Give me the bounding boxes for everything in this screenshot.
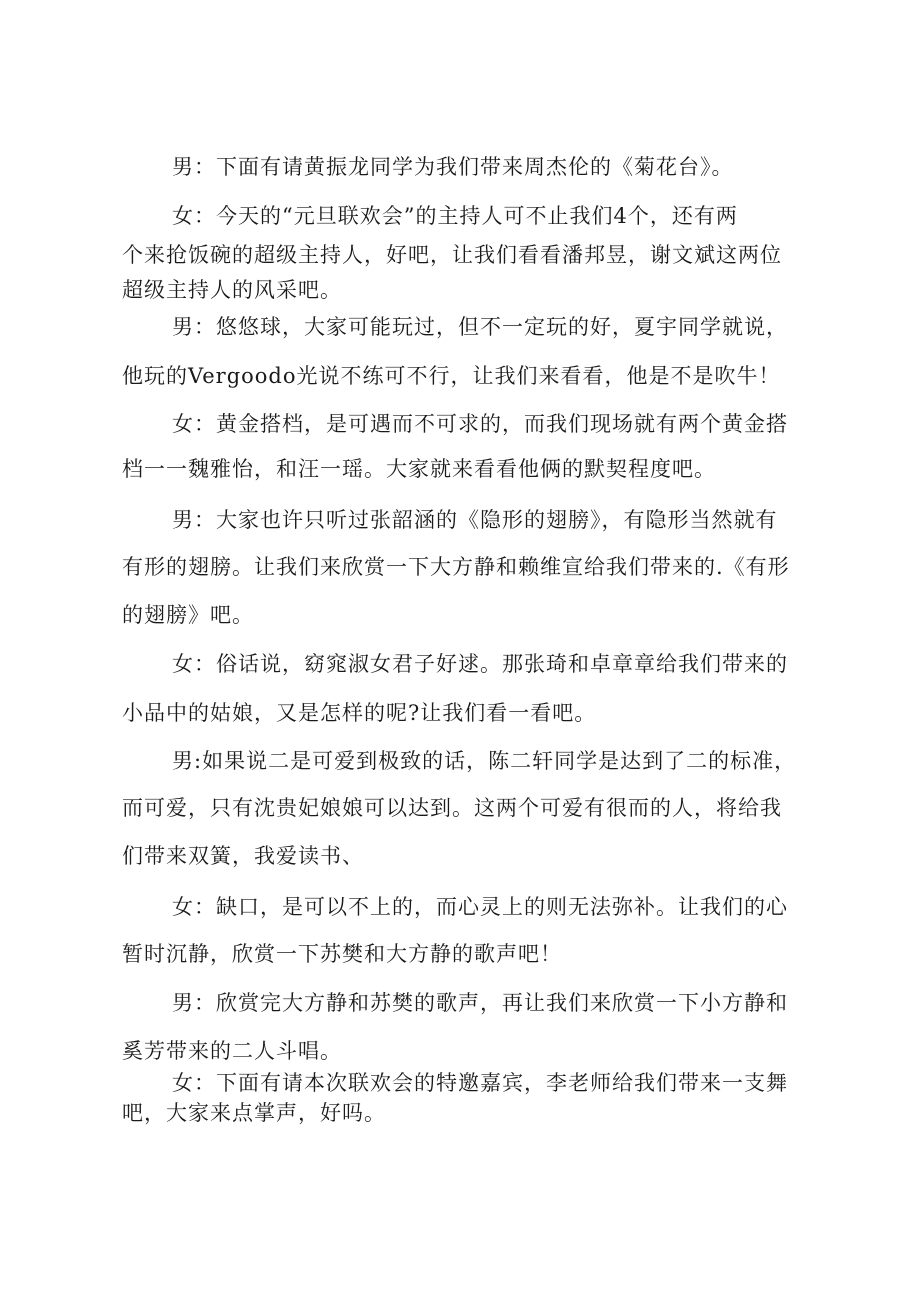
paragraph-2 <box>122 204 822 303</box>
paragraph-line: 们带来双簧，我爱读书、 <box>122 844 364 868</box>
paragraph-line: 女：今天的“元旦联欢会”的主持人可不止我们4个，还有两 <box>172 204 738 228</box>
paragraph-line: 小品中的姑娘，又是怎样的呢?让我们看一看吧。 <box>122 701 597 725</box>
paragraph-5 <box>122 508 822 628</box>
paragraph-line: 有形的翅膀。让我们来欣赏一下大方静和赖维宣给我们带来的.《有形 <box>122 555 790 579</box>
paragraph-line: 暂时沉静，欣赏一下苏樊和大方静的歌声吧！ <box>122 942 562 966</box>
paragraph-line: 奚芳带来的二人斗唱。 <box>122 1039 342 1063</box>
paragraph-line: 而可爱，只有沈贵妃娘娘可以达到。这两个可爱有很而的人，将给我 <box>122 796 782 820</box>
paragraph-line: 男：大家也许只听过张韶涵的《隐形的翅膀》，有隐形当然就有 <box>172 508 778 532</box>
paragraph-line: 男：悠悠球，大家可能玩过，但不一定玩的好，夏宇同学就说， <box>172 315 788 339</box>
paragraph-line: 个来抢饭碗的超级主持人，好吧，让我们看看潘邦昱，谢文斌这两位 <box>122 243 782 267</box>
paragraph-line: 男：下面有请黄振龙同学为我们带来周杰伦的《菊花台》。 <box>172 155 734 179</box>
paragraph-line: 的翅膀》吧。 <box>122 603 254 627</box>
paragraph-line: 档一一魏雅怡，和汪一瑶。大家就来看看他俩的默契程度吧。 <box>122 457 716 481</box>
paragraph-4 <box>122 412 822 482</box>
paragraph-7 <box>122 749 822 869</box>
paragraph-6 <box>122 652 822 726</box>
paragraph-10 <box>122 1071 822 1126</box>
paragraph-line: 女：俗话说，窈窕淑女君子好逑。那张琦和卓章章给我们带来的 <box>172 652 788 676</box>
paragraph-8 <box>122 895 822 967</box>
paragraph-line: 女：缺口，是可以不上的，而心灵上的则无法弥补。让我们的心 <box>172 895 788 919</box>
paragraph-line: 男：欣赏完大方静和苏樊的歌声，再让我们来欣赏一下小方静和 <box>172 991 788 1015</box>
paragraph-3 <box>122 315 822 389</box>
paragraph-line: 男:如果说二是可爱到极致的话，陈二轩同学是达到了二的标准， <box>172 749 797 773</box>
paragraph-line: 女：黄金搭档，是可遇而不可求的，而我们现场就有两个黄金搭 <box>172 412 788 436</box>
paragraph-line: 超级主持人的风采吧。 <box>122 278 342 302</box>
paragraph-9 <box>122 991 822 1064</box>
paragraph-line: 他玩的Vergoodo光说不练可不行，让我们来看看，他是不是吹牛！ <box>122 364 781 388</box>
paragraph-line: 女：下面有请本次联欢会的特邀嘉宾，李老师给我们带来一支舞 <box>172 1071 788 1095</box>
paragraph-line: 吧，大家来点掌声，好吗。 <box>122 1101 386 1125</box>
paragraph-1 <box>122 155 822 180</box>
